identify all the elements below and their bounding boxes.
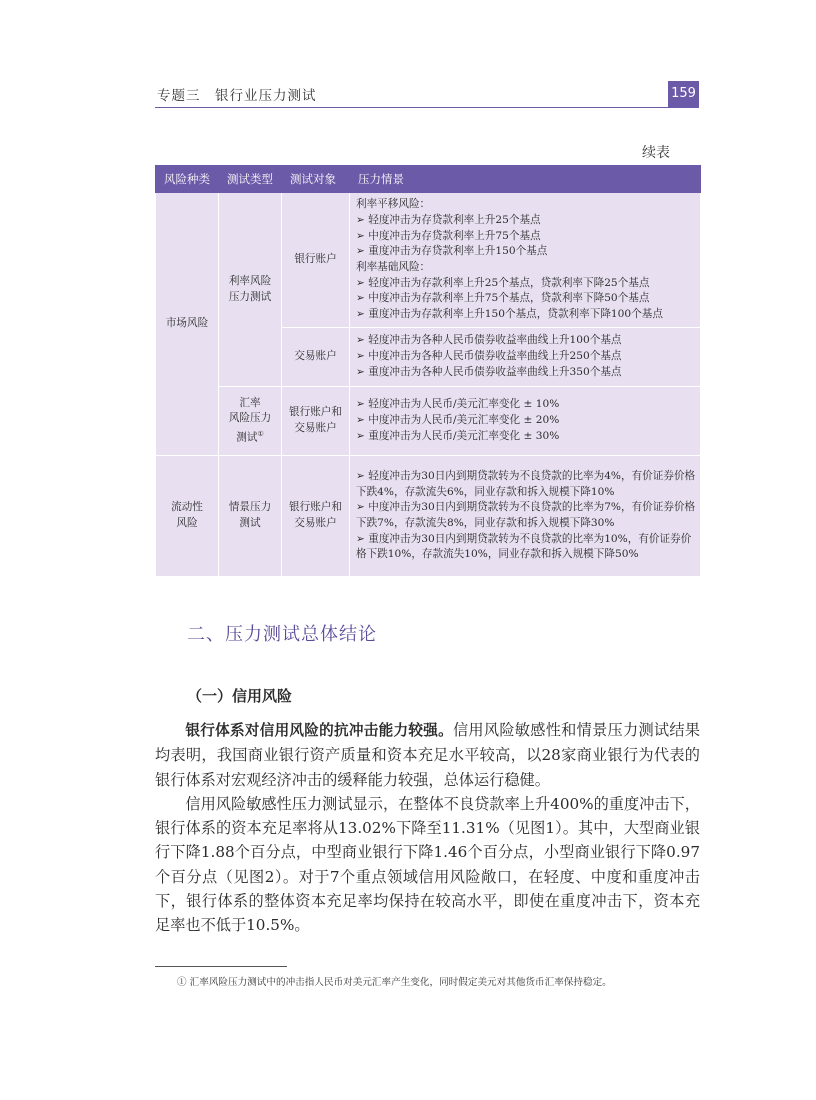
liquidity-test-label: 情景压力 测试 — [228, 501, 272, 529]
scenario-line: 利率基础风险： — [356, 261, 431, 273]
liquidity-scenarios-cell — [350, 456, 701, 577]
table-row — [156, 387, 701, 456]
fx-object-label: 银行账户和 交易账户 — [289, 406, 342, 434]
header-test-type: 测试类型 — [219, 166, 282, 193]
paragraph — [155, 718, 700, 792]
liquidity-risk-label: 流动性 风险 — [171, 501, 203, 529]
table-header-row — [156, 166, 701, 193]
footnote: ① 汇率风险压力测试中的冲击指人民币对美元汇率产生变化，同时假定美元对其他货币汇率保持稳定。 — [177, 977, 612, 988]
trading-scenarios-cell — [350, 328, 701, 387]
running-header — [155, 81, 699, 108]
trading-book-label: 交易账户 — [294, 350, 337, 363]
fx-test-label: 汇率 风险压力 测试 — [228, 396, 272, 444]
liquidity-risk-cell — [156, 456, 219, 577]
scenario-line: ➢ 重度冲击为人民币/美元汇率变化 ± 30% — [356, 429, 560, 442]
header-test-object: 测试对象 — [282, 166, 350, 193]
scenario-line: ➢ 重度冲击为存款利率上升150个基点，贷款利率下降100个基点 — [356, 308, 663, 321]
footnote-mark: ① — [257, 430, 264, 439]
scenario-line: ➢ 轻度冲击为存款利率上升25个基点，贷款利率下降25个基点 — [356, 276, 650, 289]
liquidity-object-label: 银行账户和 交易账户 — [289, 501, 342, 529]
banking-book-cell — [282, 193, 350, 328]
continued-label: 续表 — [642, 145, 670, 161]
header-risk-type: 风险种类 — [156, 166, 219, 193]
fx-test-cell — [219, 387, 282, 456]
interest-rate-test-label: 利率风险 压力测试 — [228, 274, 272, 303]
paragraph-lead: 银行体系对信用风险的抗冲击能力较强。 — [185, 722, 453, 739]
page-number: 159 — [668, 81, 699, 107]
market-risk-cell — [156, 193, 219, 456]
liquidity-test-cell — [219, 456, 282, 577]
market-risk-label: 市场风险 — [165, 317, 209, 330]
scenario-line: ➢ 轻度冲击为人民币/美元汇率变化 ± 10% — [356, 398, 560, 411]
subsection-heading: （一）信用风险 — [187, 687, 293, 705]
banking-book-label: 银行账户 — [294, 253, 337, 266]
banking-scenarios-cell — [350, 193, 701, 328]
fx-object-cell — [282, 387, 350, 456]
paragraph: 信用风险敏感性压力测试显示，在整体不良贷款率上升400%的重度冲击下，银行体系的资本充足率将从13.02%下降至11.31%（见图1）。其中，大型商业银行下降1.88个百分点，中型商业银行下降1.46个百分点，小型商业银行下降0.97个百分点（见图2）。对于7个重点领域信用风险敞口，在轻度、中度和重度冲击下，银行体系的整体资本充足率均保持在较高水平，即使在重度冲击下，资本充足率也不低于10.5%。 — [155, 794, 700, 935]
trading-book-cell — [282, 328, 350, 387]
fx-scenarios-cell — [350, 387, 701, 456]
header-title: 专题三 银行业压力测试 — [157, 88, 317, 104]
footnote-divider — [155, 966, 287, 967]
interest-rate-test-cell — [219, 193, 282, 387]
table-row — [156, 456, 701, 577]
scenario-line: 利率平移风险： — [356, 198, 431, 211]
liquidity-object-cell — [282, 456, 350, 577]
scenario-line: ➢ 轻度冲击为存贷款利率上升25个基点 — [356, 213, 541, 226]
scenario-line: ➢ 中度冲击为各种人民币债券收益率曲线上升250个基点 — [356, 350, 622, 363]
body-text — [155, 718, 700, 938]
scenario-line: ➢ 重度冲击为各种人民币债券收益率曲线上升350个基点 — [356, 365, 622, 378]
scenario-line: ➢ 中度冲击为30日内到期贷款转为不良贷款的比率为7%，有价证券价格下跌7%，存款流失8%，同业存款和拆入规模下降30% — [356, 501, 696, 529]
scenario-line: ➢ 轻度冲击为各种人民币债券收益率曲线上升100个基点 — [356, 334, 622, 347]
scenario-line: ➢ 轻度冲击为30日内到期贷款转为不良贷款的比率为4%，有价证券价格下跌4%，存款流失6%，同业存款和拆入规模下降10% — [356, 469, 696, 498]
table-row — [156, 193, 701, 328]
scenario-line: ➢ 重度冲击为30日内到期贷款转为不良贷款的比率为10%，有价证券价格下跌10%，存款流失10%，同业存款和拆入规模下降50% — [356, 532, 692, 561]
scenario-line: ➢ 中度冲击为存款利率上升75个基点，贷款利率下降50个基点 — [356, 292, 650, 305]
header-scenario: 压力情景 — [350, 166, 701, 193]
paragraph-text: 信用风险敏感性和情景压力测试结果均表明，我国商业银行资产质量和资本充足水平较高，以28家商业银行为代表的银行体系对宏观经济冲击的缓释能力较强，总体运行稳健。 — [155, 721, 701, 789]
section-heading: 二、压力测试总体结论 — [187, 624, 377, 645]
scenario-line: ➢ 重度冲击为存贷款利率上升150个基点 — [356, 245, 548, 258]
scenario-line: ➢ 中度冲击为人民币/美元汇率变化 ± 20% — [356, 414, 560, 427]
stress-test-table — [155, 165, 701, 577]
scenario-line: ➢ 中度冲击为存贷款利率上升75个基点 — [356, 229, 541, 242]
